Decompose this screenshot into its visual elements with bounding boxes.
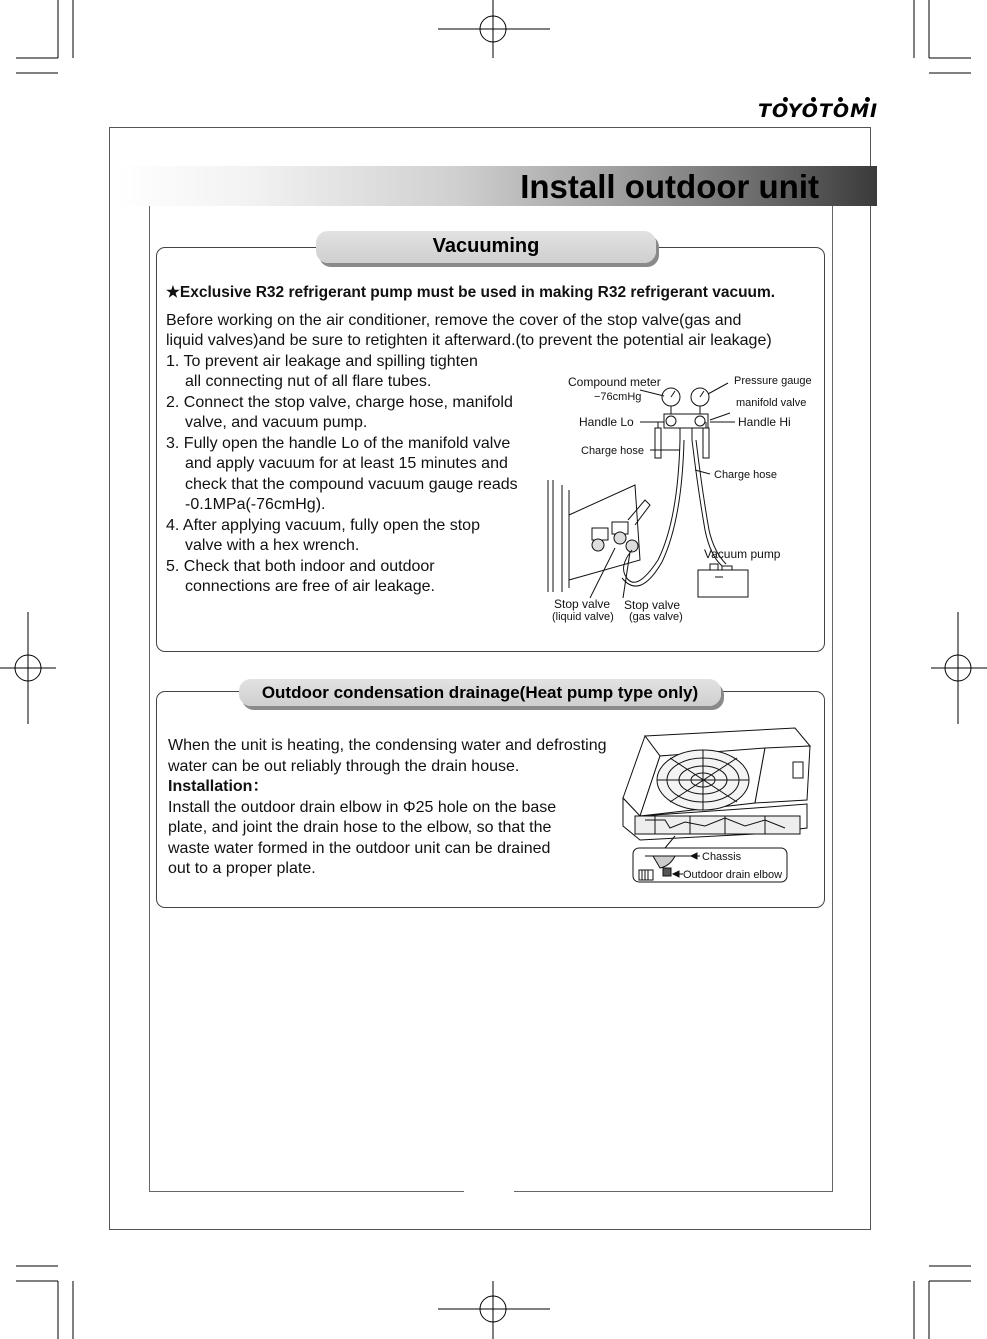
drain-elbow-label: Outdoor drain elbow [683, 869, 783, 881]
step-2-line-1: 2. Connect the stop valve, charge hose, manifold [166, 394, 513, 411]
charge-hose-label-1: Charge hose [581, 445, 644, 457]
drainage-diagram [615, 718, 820, 888]
charge-hose-label-2: Charge hose [714, 469, 777, 481]
install-line-4: out to a proper plate. [168, 860, 316, 877]
vacuum-pump-label: Vacuum pump [704, 547, 781, 561]
compound-meter-label: Compound meter [568, 375, 661, 389]
install-line-3: waste water formed in the outdoor unit can be drained [168, 840, 551, 857]
step-3-line-3: check that the compound vacuum gauge reads [185, 476, 518, 493]
vacuuming-heading-text: Vacuuming [432, 235, 540, 257]
pressure-gauge-label: Pressure gauge [734, 375, 812, 387]
stop-valve-liquid-label: Stop valve [554, 597, 611, 611]
install-line-1: Install the outdoor drain elbow in Φ25 hole on the base [168, 799, 557, 816]
chassis-label: Chassis [702, 851, 742, 863]
vacuum-diagram [540, 370, 825, 630]
vacuuming-heading [316, 231, 656, 263]
page-number-gap [464, 1186, 514, 1198]
step-1-line-2: all connecting nut of all flare tubes. [185, 373, 432, 390]
intro-line-1: Before working on the air conditioner, remove the cover of the stop valve(gas and [166, 312, 742, 329]
page-title: Install outdoor unit [520, 168, 819, 205]
stop-valve-liquid-sub: (liquid valve) [552, 611, 614, 623]
compound-meter-reading: −76cmHg [594, 391, 642, 403]
step-5-line-1: 5. Check that both indoor and outdoor [166, 558, 435, 575]
r32-warning: ★Exclusive R32 refrigerant pump must be used in making R32 refrigerant vacuum. [166, 284, 776, 301]
handle-hi-label: Handle Hi [738, 415, 791, 429]
installation-label: Installation： [168, 778, 269, 795]
step-1-line-1: 1. To prevent air leakage and spilling tighten [166, 353, 478, 370]
manifold-valve-label: manifold valve [736, 397, 807, 409]
drainage-heading-text: Outdoor condensation drainage(Heat pump type only) [261, 683, 699, 702]
title-bar [115, 166, 877, 206]
install-line-2: plate, and joint the drain hose to the elbow, so that the [168, 819, 552, 836]
drainage-line-2: water can be out reliably through the drain house. [168, 758, 520, 775]
step-5-line-2: connections are free of air leakage. [185, 578, 435, 595]
handle-lo-label: Handle Lo [579, 415, 634, 429]
drainage-heading [239, 679, 721, 706]
step-4-line-2: valve with a hex wrench. [185, 537, 360, 554]
stop-valve-gas-sub: (gas valve) [629, 611, 683, 623]
step-2-line-2: valve, and vacuum pump. [185, 414, 368, 431]
step-4-line-1: 4. After applying vacuum, fully open the stop [166, 517, 480, 534]
intro-line-2: liquid valves)and be sure to retighten it afterward.(to prevent the potential air leakage) [166, 332, 772, 349]
step-3-line-4: -0.1MPa(-76cmHg). [185, 496, 326, 513]
step-3-line-1: 3. Fully open the handle Lo of the manifold valve [166, 435, 511, 452]
brand-logo-text: TOYOTOMI [758, 100, 879, 122]
brand-logo [758, 97, 879, 122]
step-3-line-2: and apply vacuum for at least 15 minutes and [185, 455, 508, 472]
drainage-line-1: When the unit is heating, the condensing water and defrosting [168, 737, 607, 754]
stop-valve-gas-label: Stop valve [624, 598, 681, 612]
